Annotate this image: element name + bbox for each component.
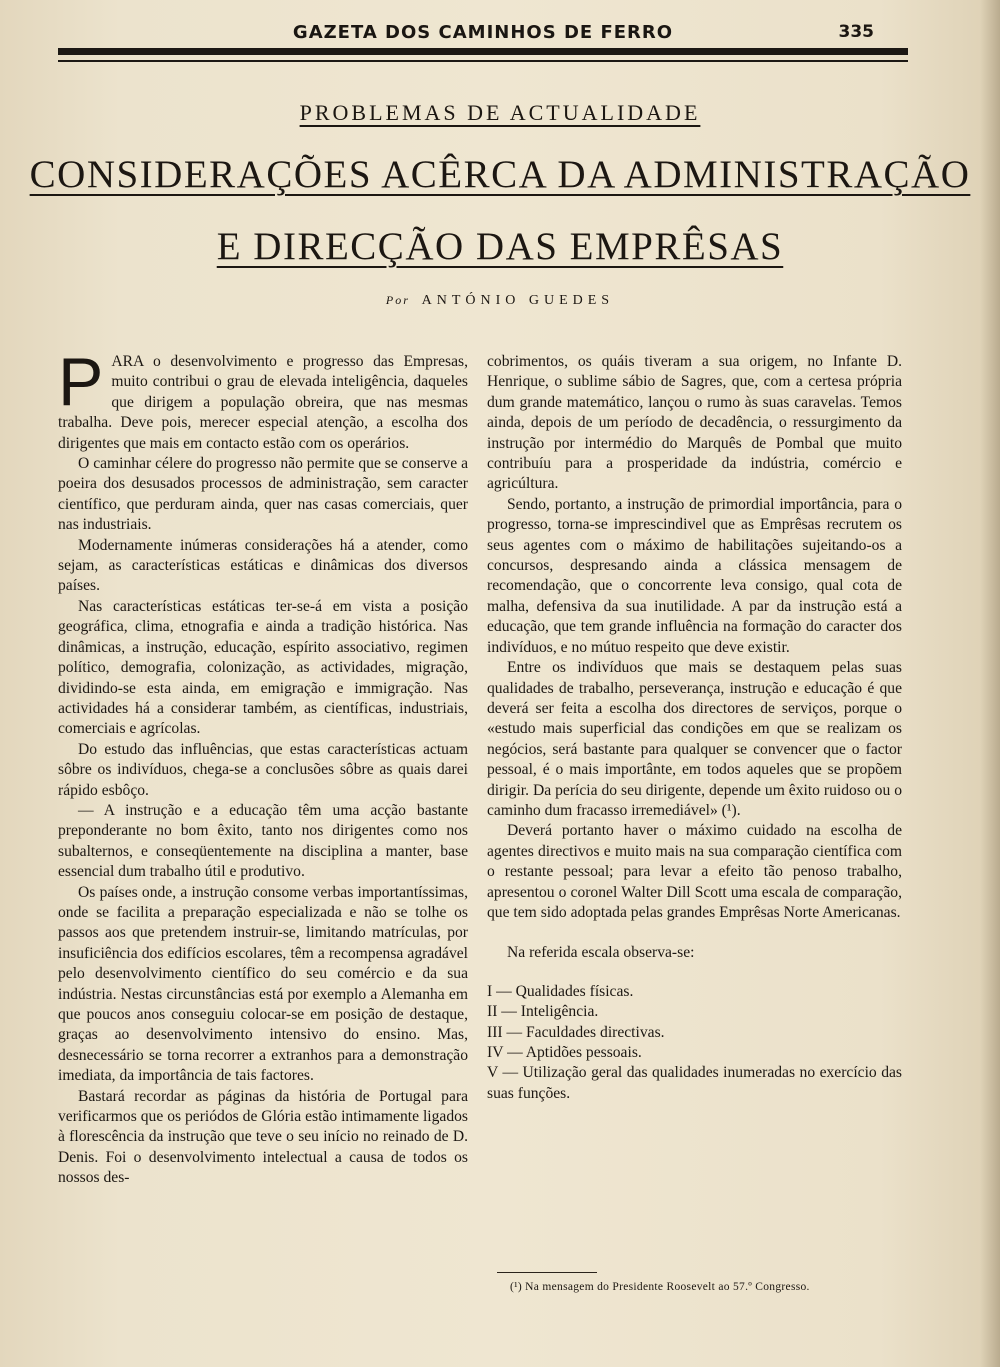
paragraph: Os países onde, a instrução consome verbas importantíssimas, onde se facilita a preparação especializada e não se tolhe os passos aos que pretendem instruir-se, limitando matrículas, por insuficiência dos edifícios escolares, têm a recompensa agradável pelo desenvolvimento científico do seu comércio e da sua indústria. Nestas circunstâncias está por exemplo a Alemanha em que poucos anos conseguiu colocar-se em posição de destaque, graças ao desenvolvimento intensivo do ensino. Mas, desnecessário se torna recorrer a extranhos para a demonstração imediata, da importância de tais factores. xyxy=(58,883,468,1085)
header-rule-thick xyxy=(58,48,908,55)
paragraph: Modernamente inúmeras considerações há a atender, como sejam, as características estáticas e dinâmicas dos diversos países. xyxy=(58,536,468,595)
article-title-line-2 xyxy=(0,224,1000,269)
paragraph: O caminhar célere do progresso não permite que se conserve a poeira dos desusados processos de administração, sem caracter científico, que perduram ainda, quer nas casas comerciais, quer nas industriais. xyxy=(58,455,468,534)
scale-item: V — Utilização geral das qualidades inumeradas no exercício das suas funções. xyxy=(487,1064,902,1102)
left-column xyxy=(58,344,468,1189)
paragraph: Bastará recordar as páginas da história de Portugal para verificarmos que os periódos de Glória estão intimamente ligados à florescência da instrução que teve o seu início no reinado de D. Denis. Foi o desenvolvimento intelectual a causa de todos os nossos des- xyxy=(58,1087,468,1187)
journal-title: GAZETA DOS CAMINHOS DE FERRO xyxy=(292,22,674,43)
scale-intro: Na referida escala observa-se: xyxy=(507,944,695,962)
footnote-rule xyxy=(497,1272,597,1273)
byline xyxy=(0,293,1000,309)
byline-author: ANTÓNIO GUEDES xyxy=(421,293,615,308)
paragraph: Do estudo das influências, que estas características actuam sôbre os indivíduos, chega-se a conclusões sôbre as quais darei rápido esbôço. xyxy=(58,740,468,799)
paragraph: Deverá portanto haver o máximo cuidado na escolha de agentes directivos e muito mais na sua comparação científica com o restante pessoal; para levar a efeito tão penoso trabalho, apresentou o coronel Walter Dill Scott uma escala de comparação, que tem sido adoptada pelas grandes Emprêsas Norte Americanas. xyxy=(487,822,902,921)
paragraph-text: ARA o desenvolvimento e progresso das Empresas, muito contribui o grau de elevada inteligência, daqueles que dirigem a população obreira, que nas mesmas trabalha. Deve pois, merecer especial atenção, a escolha dos dirigentes que mais em contacto estão com os operários. xyxy=(58,353,468,452)
paragraph xyxy=(58,344,468,454)
scale-item: I — Qualidades físicas. xyxy=(487,982,634,1000)
scale-item: III — Faculdades directivas. xyxy=(487,1023,665,1041)
header-rule-thin xyxy=(58,60,908,62)
drop-cap: P xyxy=(58,344,104,420)
right-column xyxy=(487,352,902,1104)
footnote: (¹) Na mensagem do Presidente Roosevelt ao 57.º Congresso. xyxy=(510,1281,810,1293)
scale-item: IV — Aptidões pessoais. xyxy=(487,1044,642,1061)
section-heading xyxy=(0,100,1000,126)
paragraph: — A instrução e a educação têm uma acção bastante preponderante no bom êxito, tanto nos dirigentes como nos subalternos, e conseqüentemente na disciplina a manter, base essencial dum trabalho útil e produtivo. xyxy=(58,801,468,881)
paragraph: Entre os indivíduos que mais se destaquem pelas suas qualidades de trabalho, perseverança, instrução e educação é que deverá ser feita a escolha dos directores de serviços, porque o «estudo mais superficial das condições em que se realizam os negócios, será bastante para qualquer se convencer que o factor pessoal, é o mais importânte, em todos aqueles que se propõem dirigir. Da perícia do seu dirigente, depende um êxito ruidoso ou o caminho dum fracasso irremediável» (¹). xyxy=(487,659,902,819)
paragraph: Nas características estáticas ter-se-á em vista a posição geográfica, clima, etnografia e ainda a tradição histórica. Nas dinâmicas, a instrução, educação, espírito associativo, regimen político, demografia, colonização, as actividades, migração, dividindo-se esta ainda, em emigração e immigração. Nas actividades há a considerar também, as científicas, industriais, comerciais e agrícolas. xyxy=(58,597,468,738)
scale-list xyxy=(487,982,902,1104)
section-heading-text: PROBLEMAS DE ACTUALIDADE xyxy=(299,100,701,125)
article-title-line-2-text: E DIRECÇÃO DAS EMPRÊSAS xyxy=(216,225,784,268)
article-title-line-1 xyxy=(0,152,1000,197)
paragraph-continuation: cobrimentos, os quáis tiveram a sua origem, no Infante D. Henrique, o sublime sábio de Sagres, que, com a certesa própria dum grande matemático, lançou o rumo às suas caravelas. Temos ainda, depois de um período de decadência, o ressurgimento da instrução por intermédio do Marquês de Pombal que muito contribuíu para a prosperidade da indústria, comércio e agricúltura. xyxy=(487,353,902,493)
article-title-line-1-text: CONSIDERAÇÕES ACÊRCA DA ADMINISTRAÇÃO xyxy=(29,153,971,196)
byline-prefix: Por xyxy=(385,293,410,307)
page-number: 335 xyxy=(838,22,874,42)
page-spine-shadow xyxy=(980,0,1000,1367)
paragraph: Sendo, portanto, a instrução de primordial importância, para o progresso, torna-se imprescindivel que as Emprêsas recrutem os seus agentes com o máximo de habilitações sujeitando-os a concursos, despresando ainda a clássica mensagem de recomendação, que o concorrente leva consigo, qual cota de malha, defensiva da sua inutilidade. A par da instrução está a educação, que tem grande influência na formação do caracter dos indivíduos, e no mútuo respeito que deve existir. xyxy=(487,495,902,656)
scale-item: II — Inteligência. xyxy=(487,1003,599,1021)
